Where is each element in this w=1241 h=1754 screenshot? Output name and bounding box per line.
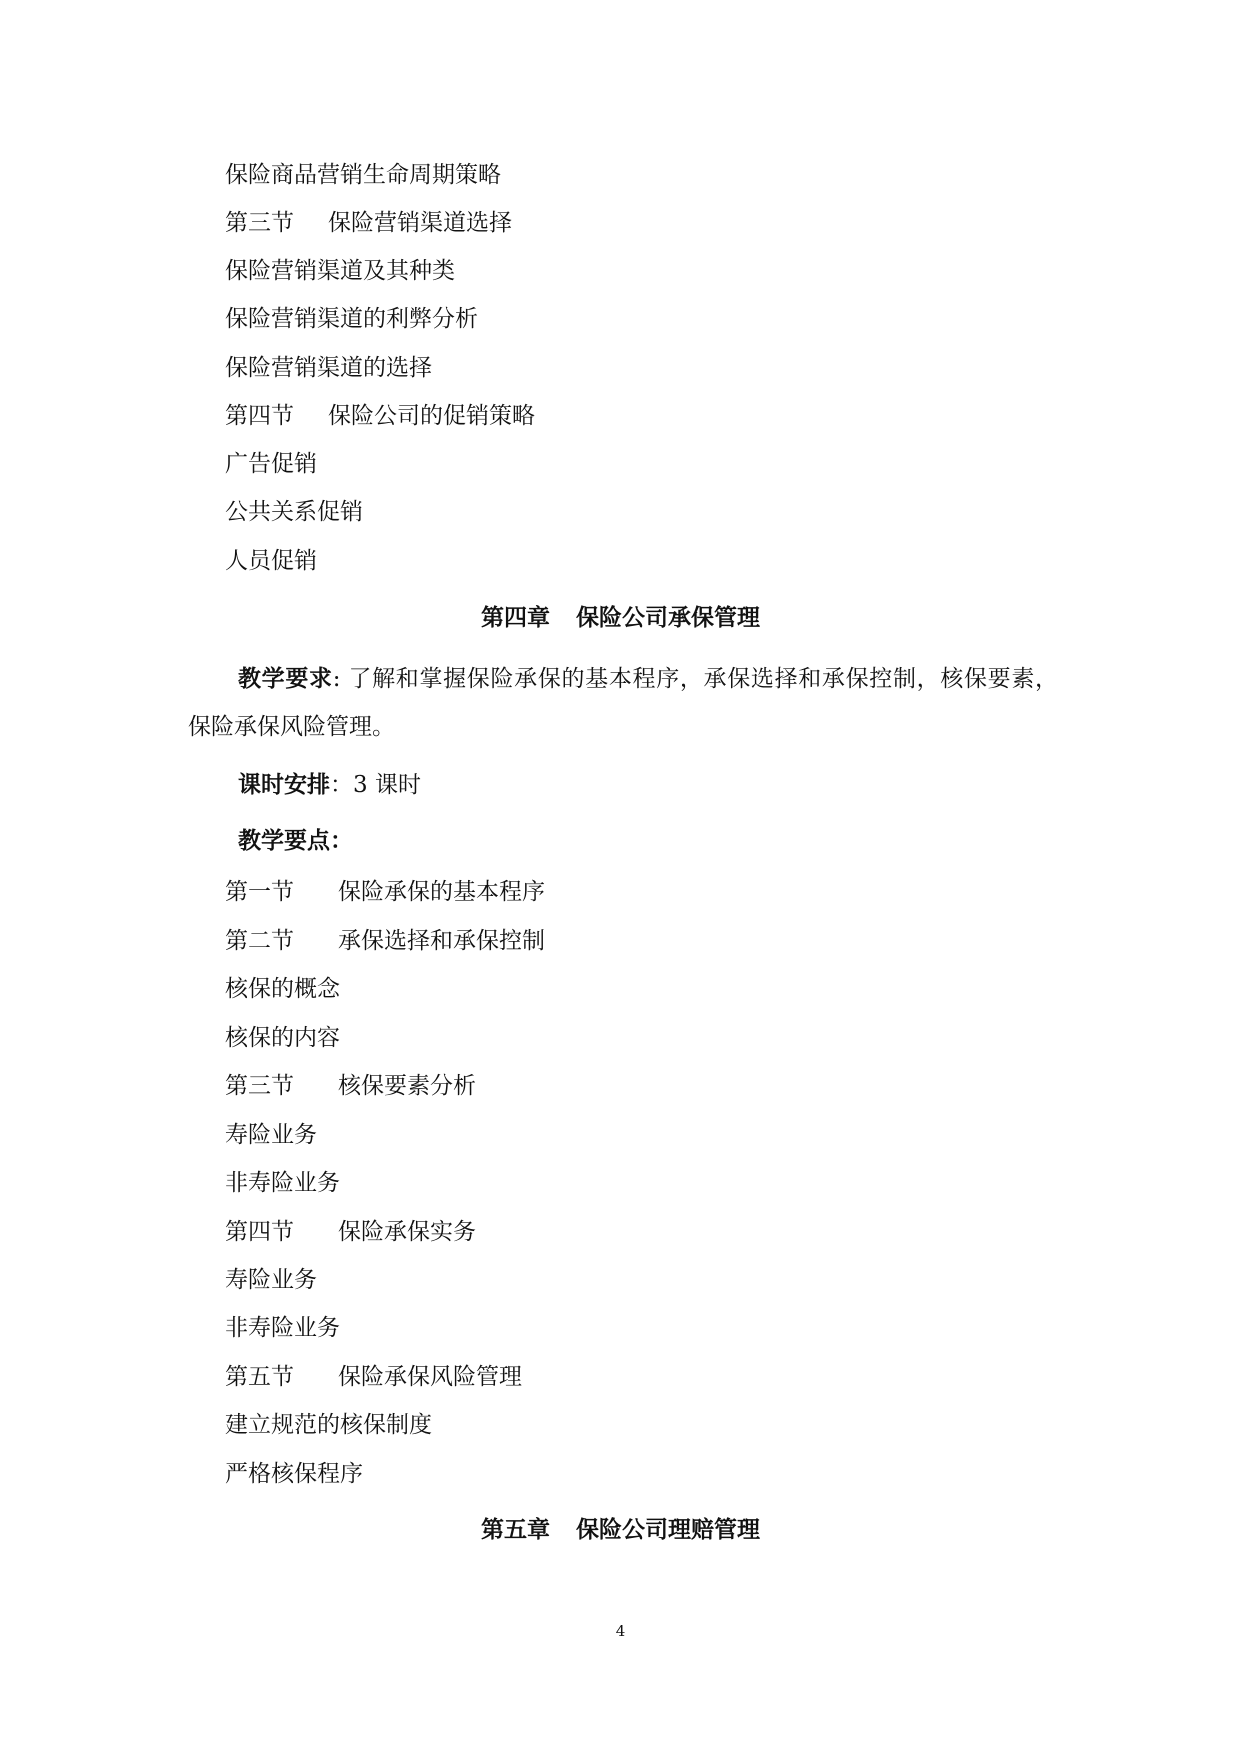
section-heading	[225, 1071, 476, 1101]
chapter-heading	[0, 603, 1241, 633]
class-hours	[238, 770, 421, 800]
list-item: 非寿险业务	[225, 1170, 340, 1196]
section-title: 核保要素分析	[338, 1073, 476, 1099]
hours-label: 课时安排	[238, 772, 330, 798]
section-number: 第四节	[225, 403, 294, 429]
section-heading	[225, 1362, 522, 1392]
section-number: 第三节	[225, 210, 294, 236]
list-item: 严格核保程序	[225, 1461, 363, 1487]
section-number: 第五节	[225, 1364, 294, 1390]
page-number: 4	[615, 1622, 626, 1640]
chapter-number: 第四章	[481, 605, 550, 631]
list-item: 保险营销渠道的利弊分析	[225, 306, 478, 332]
section-title: 保险公司的促销策略	[328, 403, 535, 429]
hours-text: ：3 课时	[330, 772, 421, 798]
section-heading	[225, 926, 545, 956]
teaching-requirements	[188, 655, 1058, 751]
list-item: 核保的概念	[225, 976, 340, 1002]
list-item: 保险营销渠道及其种类	[225, 258, 455, 284]
section-title: 承保选择和承保控制	[338, 928, 545, 954]
list-item: 公共关系促销	[225, 499, 363, 525]
requirements-text: : 了解和掌握保险承保的基本程序，承保选择和承保控制，核保要素，保险承保风险管理。	[188, 666, 1059, 740]
list-item: 寿险业务	[225, 1122, 317, 1148]
section-heading	[225, 877, 545, 907]
section-title: 保险承保实务	[338, 1219, 476, 1245]
section-title: 保险承保风险管理	[338, 1364, 522, 1390]
section-number: 第四节	[225, 1219, 294, 1245]
section-title: 保险承保的基本程序	[338, 879, 545, 905]
list-item: 寿险业务	[225, 1267, 317, 1293]
list-item: 广告促销	[225, 451, 317, 477]
list-item: 建立规范的核保制度	[225, 1412, 432, 1438]
section-heading	[225, 208, 512, 238]
section-number: 第一节	[225, 879, 294, 905]
section-heading	[225, 401, 535, 431]
section-number: 第三节	[225, 1073, 294, 1099]
chapter-title: 保险公司承保管理	[576, 605, 760, 631]
requirements-label: 教学要求	[238, 666, 333, 692]
section-number: 第二节	[225, 928, 294, 954]
list-item: 核保的内容	[225, 1025, 340, 1051]
list-item: 非寿险业务	[225, 1315, 340, 1341]
chapter-heading	[0, 1515, 1241, 1545]
list-item: 保险商品营销生命周期策略	[225, 162, 501, 188]
list-item: 人员促销	[225, 548, 317, 574]
section-heading	[225, 1217, 476, 1247]
section-title: 保险营销渠道选择	[328, 210, 512, 236]
chapter-number: 第五章	[481, 1517, 550, 1543]
chapter-title: 保险公司理赔管理	[576, 1517, 760, 1543]
key-points-label: 教学要点：	[238, 828, 353, 854]
list-item: 保险营销渠道的选择	[225, 355, 432, 381]
